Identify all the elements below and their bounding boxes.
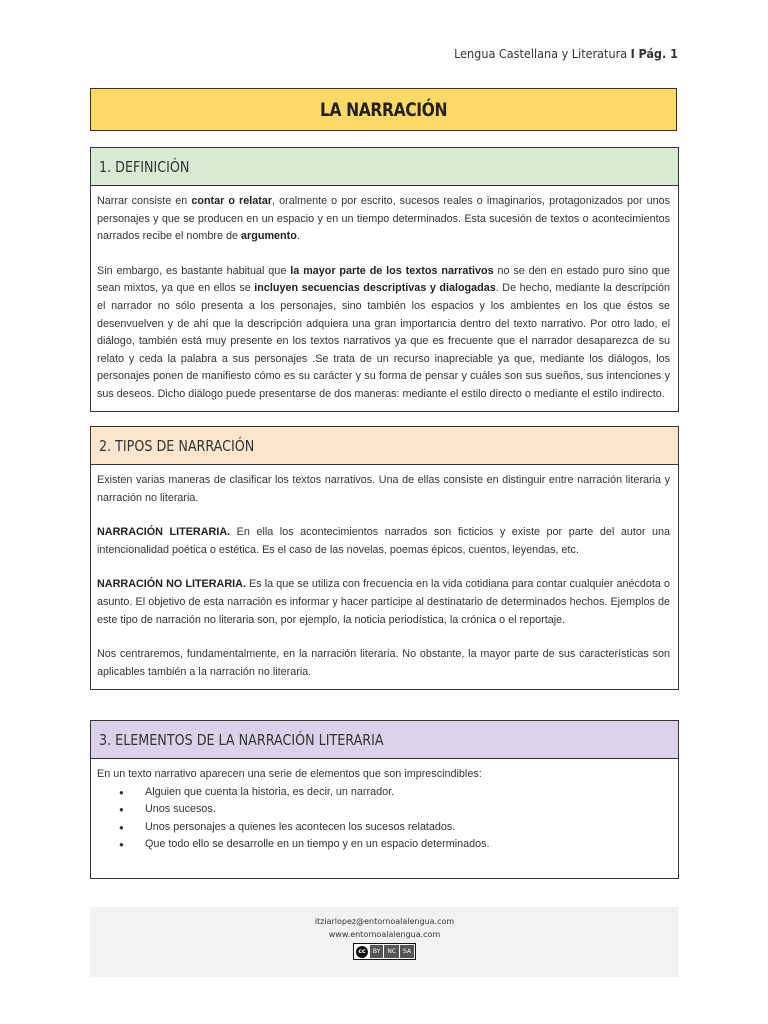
elements-list: [97, 784, 670, 854]
cc-icon: cc: [356, 946, 368, 958]
bold-text: NARRACIÓN LITERARIA.: [97, 526, 231, 539]
bold-text: NARRACIÓN NO LITERARIA.: [97, 578, 246, 591]
section-heading: 1. DEFINICIÓN: [99, 157, 190, 176]
paragraph: Sin embargo, es bastante habitual que la mayor parte de los textos narrativos no se den en estado puro sino que sean mixtos, ya que en ellos se incluyen secuencias descriptivas y dialogadas. De hecho, mediante la descripción el narrador no sólo presenta a los personajes, sino también los espacios y los ambientes en los que éstos se desenvuelven y de ahí que la descripción adquiera una gran importancia dentro del texto narrativo. Por otro lado, el diálogo, también está muy presente en los textos narrativos ya que es frecuente que el narrador desaparezca de su relato y ceda la palabra a sus personajes .Se trata de un recurso inapreciable ya que, mediante los diálogos, los personajes ponen de manifiesto cómo es su carácter y su forma de pensar y cuáles son sus sueños, sus intenciones y sus deseos. Dicho diálogo puede presentarse de dos maneras: mediante el estilo directo o mediante el estilo indirecto.: [97, 264, 670, 400]
section-tipos-de-narracion: [90, 426, 679, 690]
bold-text: incluyen secuencias descriptivas y dialogadas: [254, 282, 496, 295]
paragraph: NARRACIÓN NO LITERARIA. Es la que se utiliza con frecuencia en la vida cotidiana para contar cualquier anécdota o asunto. El objetivo de esta narración es informar y hacer partícipe al destinatario de determinados hechos. Ejemplos de este tipo de narración no literaria son, por ejemplo, la noticia periodística, la crónica o el reportaje.: [97, 578, 670, 626]
document-title-box: [90, 88, 677, 131]
page-footer: [90, 907, 679, 977]
section-definicion: [90, 147, 679, 412]
bold-text: la mayor parte de los textos narrativos: [290, 264, 494, 277]
section-elementos: [90, 720, 679, 879]
list-item: ● Unos personajes a quienes les acontecen los sucesos relatados.: [97, 819, 670, 837]
license-sa: SA: [400, 945, 414, 958]
creative-commons-license-icon: [353, 943, 416, 960]
paragraph: Narrar consiste en contar o relatar, oralmente o por escrito, sucesos reales o imaginarios, protagonizados por unos personajes y que se producen en un espacio y en un tiempo determinados. Esta sucesión de textos o acontecimientos narrados recibe el nombre de argumento.: [97, 195, 671, 243]
section-body: [91, 759, 678, 862]
footer-email: itziarlopez@entornoalalengua.com: [314, 917, 455, 926]
section-intro: En un texto narrativo aparecen una serie de elementos que son imprescindibles:: [97, 768, 482, 780]
paragraph: NARRACIÓN LITERARIA. En ella los acontecimientos narrados son ficticios y existe por parte del autor una intencionalidad poética o estética. Es el caso de las novelas, poemas épicos, cuentos, leyendas, etc.: [97, 526, 670, 556]
document-title: LA NARRACIÓN: [319, 98, 448, 121]
page-header: [454, 46, 678, 61]
section-body: [91, 465, 678, 689]
header-separator: I: [630, 46, 635, 61]
header-subject: Lengua Castellana y Literatura: [454, 46, 628, 61]
section-body: [91, 186, 678, 412]
section-heading-bar: [91, 427, 678, 465]
paragraph: Existen varias maneras de clasificar los textos narrativos. Una de ellas consiste en distinguir entre narración literaria y narración no literaria.: [97, 474, 670, 504]
bold-text: argumento: [241, 230, 297, 243]
section-heading-bar: [91, 148, 678, 186]
section-heading-bar: [91, 721, 678, 759]
header-page-number: Pág. 1: [638, 46, 678, 61]
license-nc: NC: [384, 945, 399, 958]
bold-text: contar o relatar: [191, 195, 273, 207]
footer-website: www.entornoalalengua.com: [328, 930, 441, 939]
paragraph: Nos centraremos, fundamentalmente, en la narración literaria. No obstante, la mayor parte de sus características son aplicables también a la narración no literaria.: [97, 648, 670, 678]
list-item: ● Unos sucesos.: [97, 801, 670, 819]
list-item: ● Alguien que cuenta la historia, es decir, un narrador.: [97, 784, 670, 802]
section-heading: 2. TIPOS DE NARRACIÓN: [99, 436, 255, 455]
list-item: ● Que todo ello se desarrolle en un tiempo y en un espacio determinados.: [97, 836, 670, 854]
section-heading: 3. ELEMENTOS DE LA NARRACIÓN LITERARIA: [99, 730, 384, 749]
license-by: BY: [370, 945, 383, 958]
